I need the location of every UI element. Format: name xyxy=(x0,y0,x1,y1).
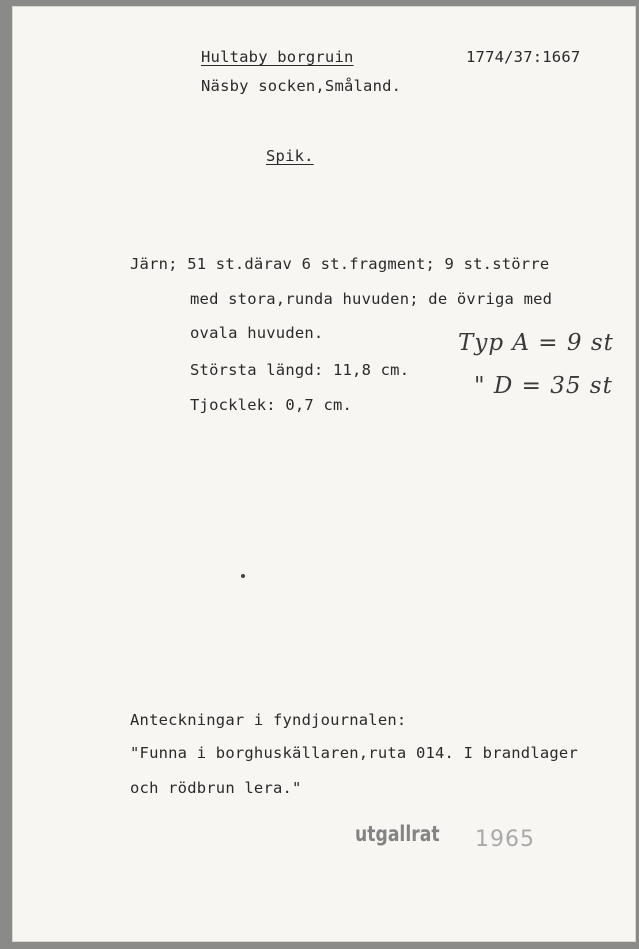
handwritten-note: " D = 35 st xyxy=(474,373,613,399)
notes-heading: Anteckningar i fyndjournalen: xyxy=(130,711,407,729)
discard-stamp-year: 1965 xyxy=(475,827,535,852)
description-line: Järn; 51 st.därav 6 st.fragment; 9 st.större xyxy=(130,255,550,273)
parish-location: Näsby socken,Småland. xyxy=(201,77,402,95)
notes-line: och rödbrun lera." xyxy=(130,779,302,797)
site-name: Hultaby borgruin xyxy=(201,48,354,66)
catalog-card xyxy=(12,6,636,942)
ink-dot xyxy=(241,574,245,578)
discard-stamp: utgallrat xyxy=(355,822,440,846)
description-line: med stora,runda huvuden; de övriga med xyxy=(190,290,553,308)
catalog-number: 1774/37:1667 xyxy=(466,48,581,66)
object-title: Spik. xyxy=(266,147,314,165)
handwritten-note: Typ A = 9 st xyxy=(458,330,614,356)
notes-line: "Funna i borghuskällaren,ruta 014. I brandlager xyxy=(130,744,578,762)
description-line: Största längd: 11,8 cm. xyxy=(190,361,410,379)
description-line: Tjocklek: 0,7 cm. xyxy=(190,396,353,414)
description-line: ovala huvuden. xyxy=(190,324,324,342)
